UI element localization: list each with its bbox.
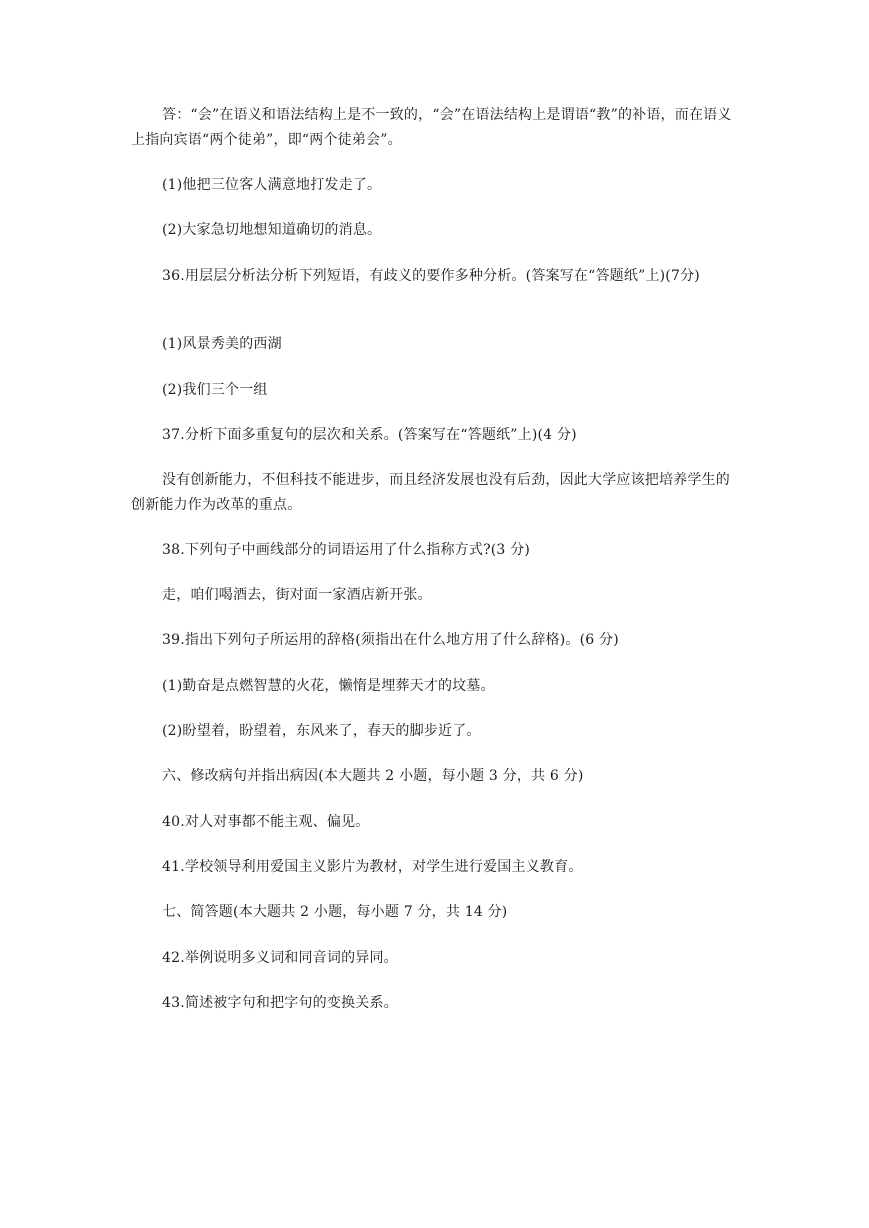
question-37: 37.分析下面多重复句的层次和关系。(答案写在“答题纸”上)(4 分)	[162, 427, 577, 443]
question-39: 39.指出下列句子所运用的辞格(须指出在什么地方用了什么辞格)。(6 分)	[162, 632, 619, 648]
q38-body: 走，咱们喝酒去，街对面一家酒店新开张。	[162, 587, 432, 603]
question-38: 38.下列句子中画线部分的词语运用了什么指称方式?(3 分)	[162, 542, 531, 558]
q39-item-1: (1)勤奋是点燃智慧的火花，懒惰是埋葬天才的坟墓。	[162, 678, 495, 694]
question-42: 42.举例说明多义词和同音词的异同。	[162, 950, 398, 966]
answer-paragraph: 答：“会”在语义和语法结构上是不一致的，“会”在语法结构上是谓语“教”的补语，而在语义上指向宾语“两个徒弟”，即“两个徒弟会”。	[131, 107, 732, 148]
q35-item-1: (1)他把三位客人满意地打发走了。	[162, 177, 382, 193]
question-40: 40.对人对事都不能主观、偏见。	[162, 814, 370, 830]
q36-item-1: (1)风景秀美的西湖	[162, 336, 282, 352]
q35-item-2: (2)大家急切地想知道确切的消息。	[162, 222, 382, 238]
question-43: 43.简述被字句和把字句的变换关系。	[162, 995, 398, 1011]
section-7-heading: 七、简答题(本大题共 2 小题，每小题 7 分，共 14 分)	[162, 904, 508, 920]
q37-body: 没有创新能力，不但科技不能进步，而且经济发展也没有后劲，因此大学应该把培养学生的创新能力作为改革的重点。	[131, 472, 730, 513]
section-6-heading: 六、修改病句并指出病因(本大题共 2 小题，每小题 3 分，共 6 分)	[162, 768, 584, 784]
question-41: 41.学校领导利用爱国主义影片为教材，对学生进行爱国主义教育。	[162, 859, 583, 875]
q39-item-2: (2)盼望着，盼望着，东风来了，春天的脚步近了。	[162, 723, 481, 739]
q36-item-2: (2)我们三个一组	[162, 382, 268, 398]
question-36: 36.用层层分析法分析下列短语，有歧义的要作多种分析。(答案写在“答题纸”上)(7分)	[162, 268, 700, 284]
